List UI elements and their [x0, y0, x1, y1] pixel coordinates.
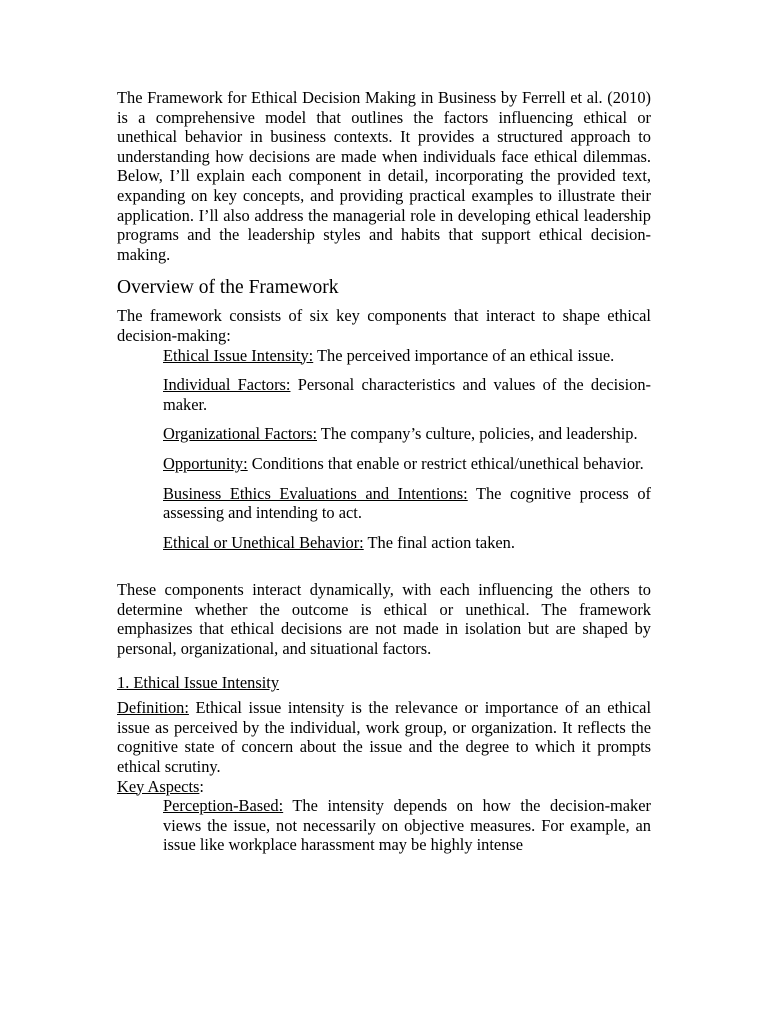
definition-label: Definition: [117, 698, 189, 718]
section1-heading: 1. Ethical Issue Intensity [117, 672, 280, 692]
component-term: Ethical or Unethical Behavior: [163, 532, 364, 552]
overview-lead: The framework consists of six key components that interact to shape ethical decision-making: [117, 306, 651, 345]
key-aspects-colon: : [199, 776, 204, 796]
component-item [163, 375, 651, 414]
document-page [117, 88, 651, 855]
component-desc: The cognitive process of assessing and intending to act. [163, 483, 651, 523]
component-item [163, 454, 651, 474]
component-desc: Conditions that enable or restrict ethical/unethical behavior. [247, 453, 644, 473]
aspect-desc: The intensity depends on how the decision-maker views the issue, not necessarily on objective measures. For example, an issue like workplace harassment may be highly intense [163, 796, 651, 855]
aspect-item [163, 796, 651, 855]
key-aspects-label: Key Aspects [117, 776, 200, 796]
component-term: Individual Factors: [163, 375, 291, 395]
component-desc: Personal characteristics and values of the decision-maker. [163, 375, 651, 414]
component-term: Opportunity: [163, 453, 248, 473]
component-term: Business Ethics Evaluations and Intentions: [163, 483, 468, 503]
components-list [117, 346, 651, 553]
component-desc: The final action taken. [363, 532, 515, 552]
component-desc: The perceived importance of an ethical issue. [313, 345, 615, 365]
section-spacer [117, 552, 651, 580]
intro-paragraph: The Framework for Ethical Decision Making in Business by Ferrell et al. (2010) is a comprehensive model that outlines the factors influencing ethical or unethical behavior in business contexts. It provides a structured approach to understanding how decisions are made when individuals face ethical dilemmas. Below, I’ll explain each component in detail, incorporating the provided text, expanding on key concepts, and providing practical examples to illustrate their application. I’ll also address the managerial role in developing ethical leadership programs and the leadership styles and habits that support ethical decision-making. [117, 88, 651, 264]
definition-paragraph [117, 698, 651, 776]
key-aspects-line [117, 777, 651, 797]
component-item [163, 346, 651, 366]
overview-heading: Overview of the Framework [117, 277, 339, 299]
component-desc: The company’s culture, policies, and leadership. [317, 424, 638, 444]
component-item [163, 424, 651, 444]
definition-text: Ethical issue intensity is the relevance or importance of an ethical issue as perceived by the individual, work group, or organization. It reflects the cognitive state of concern about the issue and the degree to which it prompts ethical scrutiny. [117, 698, 651, 777]
component-item [163, 533, 651, 553]
aspect-term: Perception-Based: [163, 796, 284, 816]
aspects-list [117, 796, 651, 855]
component-term: Organizational Factors: [163, 424, 317, 444]
component-term: Ethical Issue Intensity: [163, 345, 314, 365]
summary-paragraph: These components interact dynamically, with each influencing the others to determine whether the outcome is ethical or unethical. The framework emphasizes that ethical decisions are not made in isolation but are shaped by personal, organizational, and situational factors. [117, 580, 651, 659]
component-item [163, 484, 651, 523]
